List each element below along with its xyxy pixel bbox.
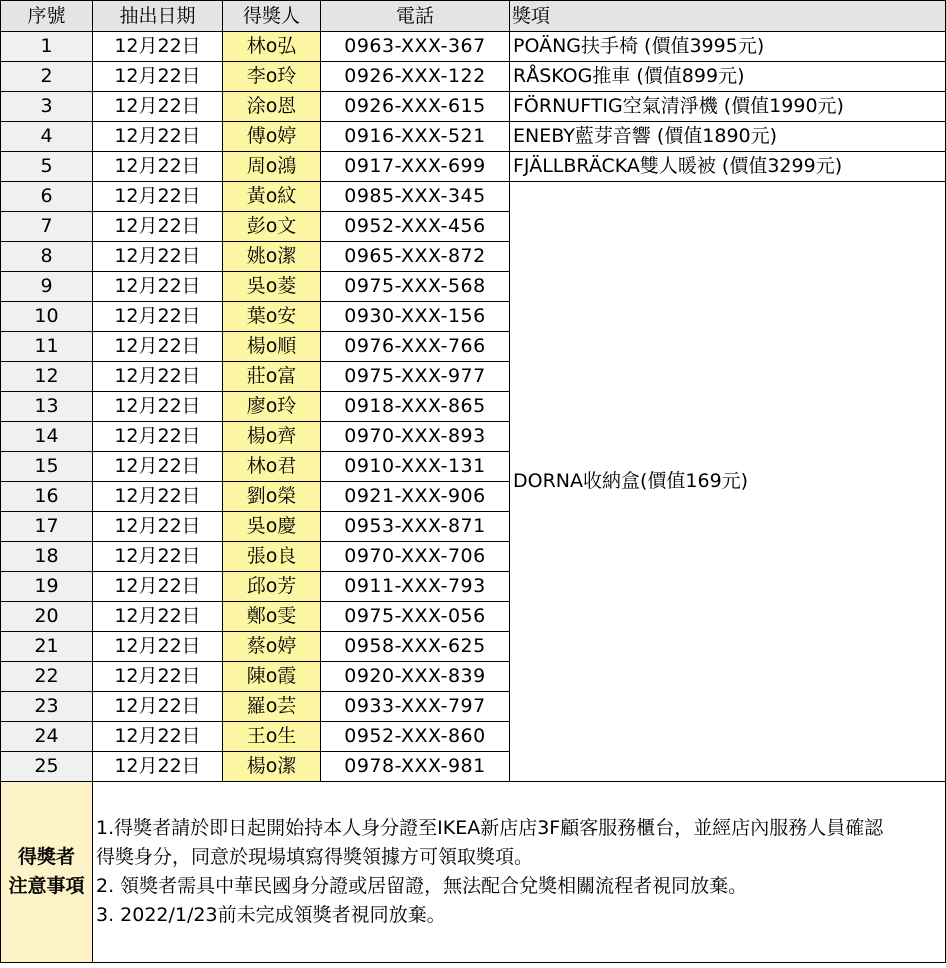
winner-name: 傅o婷 — [223, 122, 321, 152]
header-phone: 電話 — [321, 1, 510, 32]
winner-phone: 0953-XXX-871 — [321, 512, 510, 542]
winner-phone: 0975-XXX-568 — [321, 272, 510, 302]
header-prize: 獎項 — [510, 1, 946, 32]
row-number: 21 — [1, 632, 93, 662]
draw-date: 12月22日 — [93, 302, 223, 332]
row-number: 9 — [1, 272, 93, 302]
winner-phone: 0918-XXX-865 — [321, 392, 510, 422]
row-number: 23 — [1, 692, 93, 722]
draw-date: 12月22日 — [93, 32, 223, 62]
table-row — [1, 62, 946, 92]
draw-date: 12月22日 — [93, 422, 223, 452]
row-number: 2 — [1, 62, 93, 92]
draw-date: 12月22日 — [93, 512, 223, 542]
draw-date: 12月22日 — [93, 62, 223, 92]
draw-date: 12月22日 — [93, 602, 223, 632]
winner-phone: 0926-XXX-122 — [321, 62, 510, 92]
note-line: 3. 2022/1/23前未完成領獎者視同放棄。 — [96, 904, 446, 926]
note-line: 得獎身分，同意於現場填寫得獎領據方可領取獎項。 — [96, 846, 534, 868]
winner-name: 廖o玲 — [223, 392, 321, 422]
row-number: 16 — [1, 482, 93, 512]
draw-date: 12月22日 — [93, 692, 223, 722]
winner-name: 涂o恩 — [223, 92, 321, 122]
row-number: 14 — [1, 422, 93, 452]
row-number: 3 — [1, 92, 93, 122]
winner-name: 莊o富 — [223, 362, 321, 392]
row-number: 13 — [1, 392, 93, 422]
winner-name: 楊o順 — [223, 332, 321, 362]
winner-phone: 0978-XXX-981 — [321, 752, 510, 782]
winner-phone: 0926-XXX-615 — [321, 92, 510, 122]
winner-phone: 0911-XXX-793 — [321, 572, 510, 602]
draw-date: 12月22日 — [93, 182, 223, 212]
draw-date: 12月22日 — [93, 332, 223, 362]
row-number: 24 — [1, 722, 93, 752]
winner-phone: 0910-XXX-131 — [321, 452, 510, 482]
draw-date: 12月22日 — [93, 152, 223, 182]
winner-name: 蔡o婷 — [223, 632, 321, 662]
row-number: 6 — [1, 182, 93, 212]
row-number: 22 — [1, 662, 93, 692]
row-number: 12 — [1, 362, 93, 392]
row-number: 4 — [1, 122, 93, 152]
winner-phone: 0916-XXX-521 — [321, 122, 510, 152]
header-row — [1, 1, 946, 32]
winner-phone: 0985-XXX-345 — [321, 182, 510, 212]
notes-label-line1: 得獎者 — [17, 846, 75, 868]
winner-name: 王o生 — [223, 722, 321, 752]
prize-cell: FJÄLLBRÄCKA雙人暖被 (價值3299元) — [510, 152, 946, 182]
notes-label-line2: 注意事項 — [8, 875, 85, 897]
draw-date: 12月22日 — [93, 572, 223, 602]
header-no: 序號 — [1, 1, 93, 32]
winner-name: 吳o菱 — [223, 272, 321, 302]
table-row — [1, 122, 946, 152]
row-number: 7 — [1, 212, 93, 242]
winner-phone: 0952-XXX-456 — [321, 212, 510, 242]
winner-name: 吳o慶 — [223, 512, 321, 542]
prize-cell: POÄNG扶手椅 (價值3995元) — [510, 32, 946, 62]
row-number: 5 — [1, 152, 93, 182]
draw-date: 12月22日 — [93, 362, 223, 392]
winner-name: 陳o霞 — [223, 662, 321, 692]
prize-cell: ENEBY藍芽音響 (價值1890元) — [510, 122, 946, 152]
draw-date: 12月22日 — [93, 452, 223, 482]
draw-date: 12月22日 — [93, 632, 223, 662]
winner-phone: 0970-XXX-893 — [321, 422, 510, 452]
winner-phone: 0975-XXX-977 — [321, 362, 510, 392]
winner-name: 楊o潔 — [223, 752, 321, 782]
draw-date: 12月22日 — [93, 92, 223, 122]
winner-phone: 0963-XXX-367 — [321, 32, 510, 62]
winner-name: 張o良 — [223, 542, 321, 572]
winner-phone: 0917-XXX-699 — [321, 152, 510, 182]
winner-phone: 0930-XXX-156 — [321, 302, 510, 332]
row-number: 11 — [1, 332, 93, 362]
header-date: 抽出日期 — [93, 1, 223, 32]
draw-date: 12月22日 — [93, 392, 223, 422]
winner-phone: 0920-XXX-839 — [321, 662, 510, 692]
draw-date: 12月22日 — [93, 662, 223, 692]
draw-date: 12月22日 — [93, 212, 223, 242]
winner-name: 黃o紋 — [223, 182, 321, 212]
winner-phone: 0976-XXX-766 — [321, 332, 510, 362]
row-number: 25 — [1, 752, 93, 782]
winner-name: 姚o潔 — [223, 242, 321, 272]
winner-phone: 0975-XXX-056 — [321, 602, 510, 632]
row-number: 20 — [1, 602, 93, 632]
row-number: 1 — [1, 32, 93, 62]
row-number: 8 — [1, 242, 93, 272]
winner-name: 林o弘 — [223, 32, 321, 62]
row-number: 18 — [1, 542, 93, 572]
prize-cell: RÅSKOG推車 (價值899元) — [510, 62, 946, 92]
draw-date: 12月22日 — [93, 122, 223, 152]
winner-phone: 0952-XXX-860 — [321, 722, 510, 752]
winner-name: 鄭o雯 — [223, 602, 321, 632]
draw-date: 12月22日 — [93, 542, 223, 572]
winner-phone: 0970-XXX-706 — [321, 542, 510, 572]
note-line: 1.得獎者請於即日起開始持本人身分證至IKEA新店店3F顧客服務櫃台，並經店內服務人員確認 — [96, 817, 884, 839]
winner-name: 周o鴻 — [223, 152, 321, 182]
winner-phone: 0921-XXX-906 — [321, 482, 510, 512]
prize-cell: FÖRNUFTIG空氣清淨機 (價值1990元) — [510, 92, 946, 122]
row-number: 15 — [1, 452, 93, 482]
table-row — [1, 182, 946, 212]
table-row — [1, 92, 946, 122]
draw-date: 12月22日 — [93, 242, 223, 272]
winner-phone: 0965-XXX-872 — [321, 242, 510, 272]
draw-date: 12月22日 — [93, 752, 223, 782]
winner-name: 邱o芳 — [223, 572, 321, 602]
header-winner: 得獎人 — [223, 1, 321, 32]
draw-date: 12月22日 — [93, 272, 223, 302]
winner-phone: 0958-XXX-625 — [321, 632, 510, 662]
winner-name: 彭o文 — [223, 212, 321, 242]
winner-phone: 0933-XXX-797 — [321, 692, 510, 722]
notes-row — [1, 782, 946, 963]
shared-prize-cell: DORNA收納盒(價值169元) — [510, 182, 946, 782]
table-row — [1, 152, 946, 182]
winner-name: 劉o榮 — [223, 482, 321, 512]
notes-label — [1, 782, 93, 963]
winner-name: 林o君 — [223, 452, 321, 482]
table-row — [1, 32, 946, 62]
winner-name: 楊o齊 — [223, 422, 321, 452]
note-line: 2. 領獎者需具中華民國身分證或居留證，無法配合兌獎相關流程者視同放棄。 — [96, 875, 748, 897]
winner-name: 葉o安 — [223, 302, 321, 332]
winner-name: 李o玲 — [223, 62, 321, 92]
draw-date: 12月22日 — [93, 722, 223, 752]
row-number: 17 — [1, 512, 93, 542]
draw-date: 12月22日 — [93, 482, 223, 512]
notes-body — [93, 782, 946, 963]
winner-name: 羅o芸 — [223, 692, 321, 722]
row-number: 10 — [1, 302, 93, 332]
row-number: 19 — [1, 572, 93, 602]
